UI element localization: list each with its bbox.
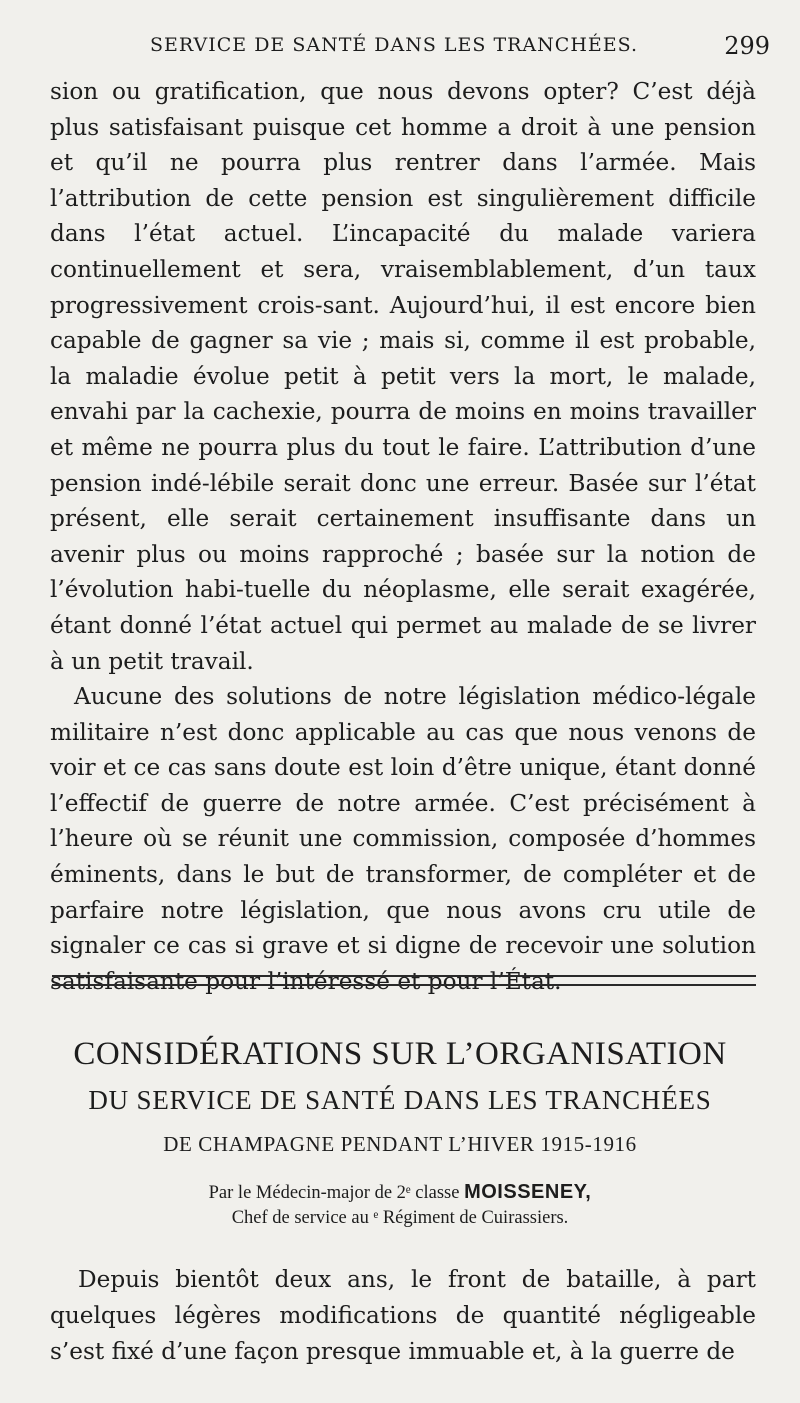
double-rule-divider bbox=[52, 975, 756, 986]
page-number: 299 bbox=[724, 32, 770, 60]
running-title: SERVICE DE SANTÉ DANS LES TRANCHÉES. bbox=[150, 34, 639, 56]
article-title-line-3: DE CHAMPAGNE PENDANT L’HIVER 1915-1916 bbox=[163, 1132, 637, 1156]
article-title bbox=[40, 1034, 760, 1160]
paragraph-depuis: Depuis bientôt deux ans, le front de bataille, à part quelques légères modifications de quantité négligeable s’est fixé d’une façon presque immuable et, à la guerre de bbox=[50, 1266, 756, 1365]
byline-author-line bbox=[60, 1180, 740, 1206]
paragraph-aucune: Aucune des solutions de notre législation médico-légale militaire n’est donc applicable au cas que nous venons de voir et ce cas sans doute est loin d’être unique, étant donné l’effectif de guerre de notre armée. C’est précisément à l’heure où se réunit une commission, composée d’hommes éminents, dans le but de transformer, de compléter et de parfaire notre législation, que nous avons cru utile de signaler ce cas si grave et si digne de recevoir une solution satisfaisante pour l’intéressé et pour l’État. bbox=[50, 683, 756, 995]
running-header bbox=[140, 34, 770, 64]
byline-affiliation: Chef de service au ᵉ Régiment de Cuirassiers. bbox=[231, 1208, 569, 1228]
article-title-line-2: DU SERVICE DE SANTÉ DANS LES TRANCHÉES bbox=[88, 1085, 712, 1115]
byline-prefix: Par le Médecin-major de 2ᵉ classe bbox=[208, 1183, 460, 1203]
article-title-line-1: CONSIDÉRATIONS SUR L’ORGANISATION bbox=[73, 1036, 727, 1072]
body-text-section-1 bbox=[50, 74, 756, 999]
paragraph-continued: sion ou gratification, que nous devons opter? C’est déjà plus satisfaisant puisque cet homme a droit à une pension et qu’il ne pourra plus rentrer dans l’armée. Mais l’attribution de cette pension est singulièrement difficile dans l’état actuel. L’incapacité du malade variera continuellement et sera, vraisemblablement, d’un taux progressivement crois-sant. Aujourd’hui, il est encore bien capable de gagner sa vie ; mais si, comme il est probable, la maladie évolue petit à petit vers la mort, le malade, envahi par la cachexie, pourra de moins en moins travailler et même ne pourra plus du tout le faire. L’attribution d’une pension indé-lébile serait donc une erreur. Basée sur l’état présent, elle serait certainement insuffisante dans un avenir plus ou moins rapproché ; basée sur la notion de l’évolution habi-tuelle du néoplasme, elle serait exagérée, étant donné l’état actuel qui permet au malade de se livrer à un petit travail. bbox=[50, 78, 756, 675]
article-byline bbox=[60, 1180, 740, 1231]
author-name: MOISSENEY, bbox=[464, 1181, 592, 1203]
body-text-section-2 bbox=[50, 1262, 756, 1370]
